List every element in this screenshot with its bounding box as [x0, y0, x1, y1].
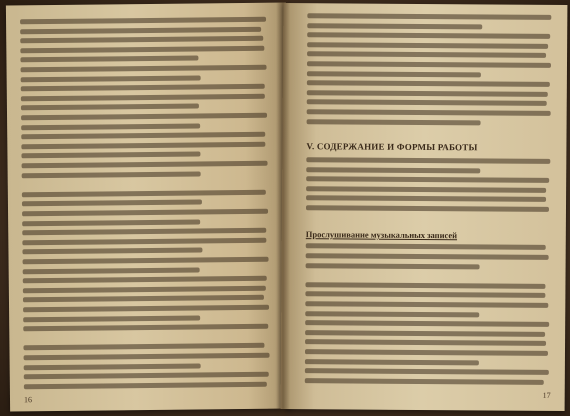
text-line: [22, 161, 268, 169]
text-line: [22, 200, 202, 207]
text-line: [20, 26, 261, 34]
text-line: [23, 324, 268, 332]
text-line: [22, 248, 202, 255]
text-line: [306, 196, 546, 203]
text-line: [22, 190, 266, 198]
text-line: [24, 382, 267, 390]
text-line: [23, 295, 264, 303]
right-page-text-lines: [283, 3, 567, 5]
section-heading: V. СОДЕРЖАНИЕ И ФОРМЫ РАБОТЫ: [306, 141, 478, 153]
text-line: [22, 228, 266, 236]
text-line: [307, 71, 481, 77]
text-line: [307, 61, 551, 68]
text-line: [23, 315, 200, 322]
text-line: [20, 46, 264, 54]
text-line: [20, 56, 198, 63]
text-line: [306, 176, 549, 183]
text-line: [24, 372, 269, 380]
text-line: [307, 109, 551, 116]
text-line: [23, 267, 200, 274]
text-line: [305, 359, 479, 365]
text-line: [305, 378, 544, 385]
text-line: [305, 311, 479, 317]
text-line: [306, 263, 480, 269]
right-page-number: 17: [542, 390, 551, 400]
text-line: [22, 171, 201, 178]
text-line: [20, 17, 266, 25]
text-line: [307, 90, 548, 97]
text-line: [23, 257, 269, 265]
text-line: [21, 142, 265, 150]
text-line: [305, 320, 549, 327]
text-line: [23, 305, 269, 313]
left-page-number: 16: [23, 395, 33, 405]
text-line: [306, 253, 549, 260]
text-line: [21, 132, 265, 140]
text-line: [307, 42, 548, 49]
text-line: [305, 301, 548, 308]
text-line: [21, 65, 267, 73]
text-line: [305, 349, 548, 356]
text-line: [307, 119, 481, 125]
text-line: [21, 94, 265, 102]
text-line: [23, 343, 264, 351]
text-line: [22, 209, 268, 217]
text-line: [21, 123, 200, 130]
left-page-text-lines: [6, 3, 286, 6]
text-line: [306, 205, 549, 212]
text-line: [20, 36, 263, 44]
text-line: [306, 244, 546, 251]
text-line: [21, 113, 267, 121]
text-line: [21, 152, 200, 159]
text-line: [22, 238, 266, 246]
text-line: [305, 368, 549, 375]
text-line: [21, 104, 199, 111]
text-line: [307, 52, 546, 59]
subheading-listening: Прослушивание музыкальных записей: [305, 229, 458, 241]
text-line: [307, 13, 551, 20]
text-line: [307, 32, 550, 39]
text-line: [305, 292, 545, 299]
text-line: [307, 80, 550, 87]
text-line: [24, 353, 270, 361]
text-line: [23, 276, 268, 284]
left-page: [6, 3, 290, 412]
right-page: [281, 3, 568, 411]
text-line: [307, 23, 482, 29]
text-line: [22, 219, 200, 226]
text-line: [24, 363, 201, 370]
text-line: [305, 282, 545, 289]
text-line: [306, 167, 480, 173]
text-line: [305, 330, 545, 337]
text-line: [307, 100, 547, 107]
text-line: [23, 286, 266, 294]
text-line: [305, 340, 546, 347]
text-line: [21, 75, 201, 82]
text-line: [21, 84, 265, 92]
text-line: [306, 157, 550, 164]
text-line: [306, 186, 546, 193]
